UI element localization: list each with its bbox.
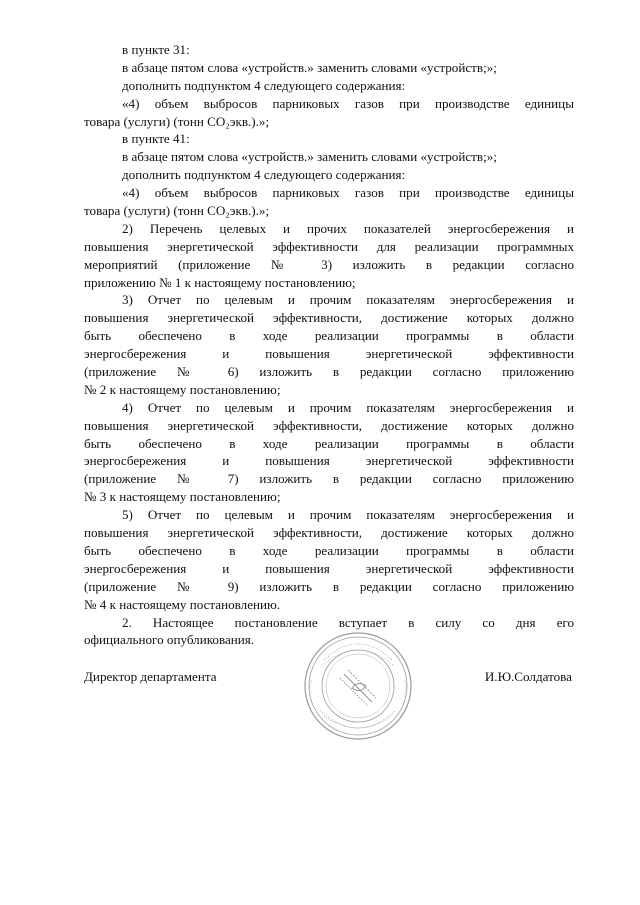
document-line: 2) Перечень целевых и прочих показателей энергосбережения и (122, 220, 574, 236)
document-line: энергосбережения и повышения энергетической эффективности (84, 346, 574, 362)
document-line: «4) объем выбросов парниковых газов при производстве единицы (122, 185, 574, 201)
document-line: повышения энергетической эффективности, достижение которых должно (84, 525, 574, 541)
document-line: (приложение № 6) изложить в редакции согласно приложению (84, 364, 574, 380)
document-line: энергосбережения и повышения энергетической эффективности (84, 560, 574, 576)
document-line: дополнить подпунктом 4 следующего содержания: (122, 167, 406, 183)
document-line: быть обеспечено в ходе реализации программы в области (84, 435, 574, 451)
document-line: приложению № 1 к настоящему постановлению; (84, 274, 356, 290)
document-line: быть обеспечено в ходе реализации программы в области (84, 328, 574, 344)
document-line: (приложение № 7) изложить в редакции согласно приложению (84, 471, 574, 487)
document-line: № 2 к настоящему постановлению; (84, 381, 281, 397)
document-line: (приложение № 9) изложить в редакции согласно приложению (84, 578, 574, 594)
document-line: повышения энергетической эффективности, достижение которых должно (84, 417, 574, 433)
document-line: повышения энергетической эффективности, достижение которых должно (84, 310, 574, 326)
document-line: 2. Настоящее постановление вступает в силу со дня его (122, 614, 574, 630)
document-body (84, 41, 574, 649)
document-line: № 3 к настоящему постановлению; (84, 489, 281, 505)
document-line: 5) Отчет по целевым и прочим показателям энергосбережения и (122, 507, 574, 523)
document-line: официального опубликования. (84, 632, 255, 648)
document-line: № 4 к настоящему постановлению. (84, 596, 281, 612)
document-line: «4) объем выбросов парниковых газов при производстве единицы (122, 95, 574, 111)
signatory-name: И.Ю.Солдатова (484, 669, 572, 684)
document-line: энергосбережения и повышения энергетической эффективности (84, 453, 574, 469)
document-line: в абзаце пятом слова «устройств.» заменить словами «устройств;»; (122, 59, 497, 75)
signatory-position: Директор департамента (84, 669, 217, 684)
document-line: в пункте 31: (122, 42, 190, 57)
document-line: повышения энергетической эффективности для реализации программных (84, 238, 574, 254)
document-line: быть обеспечено в ходе реализации программы в области (84, 542, 574, 558)
document-line: в абзаце пятом слова «устройств.» заменить словами «устройств;»; (122, 149, 497, 165)
official-seal-icon (302, 630, 414, 742)
document-line: 4) Отчет по целевым и прочим показателям энергосбережения и (122, 399, 574, 415)
document-line: 3) Отчет по целевым и прочим показателям энергосбережения и (122, 292, 574, 308)
document-line: мероприятий (приложение № 3) изложить в редакции согласно (84, 256, 574, 272)
document-line: в пункте 41: (122, 131, 190, 147)
document-line: товара (услуги) (тонн CO₂экв.).»; (84, 113, 270, 129)
document-line: товара (услуги) (тонн CO₂экв.).»; (84, 203, 270, 219)
document-line: дополнить подпунктом 4 следующего содержания: (122, 77, 406, 93)
